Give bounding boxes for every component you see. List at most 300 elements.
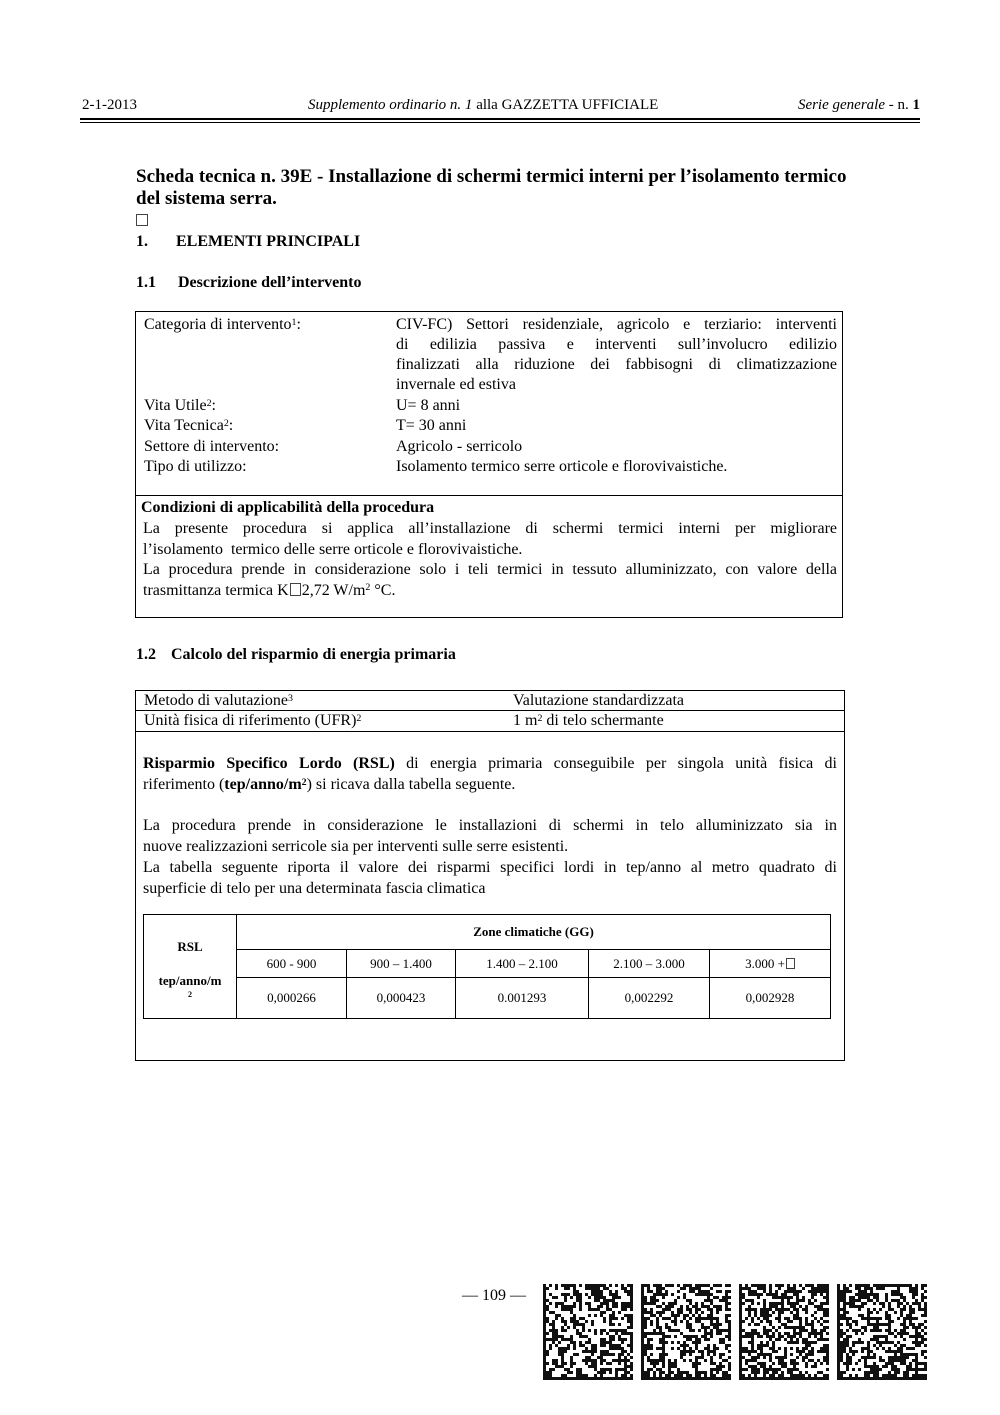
barcode-module xyxy=(820,1347,823,1350)
barcode-module xyxy=(716,1329,719,1332)
barcode-module xyxy=(754,1368,757,1371)
barcode-module xyxy=(588,1302,591,1305)
barcode-module xyxy=(840,1347,843,1350)
barcode-module xyxy=(659,1290,662,1293)
barcode-module xyxy=(912,1323,915,1326)
barcode-module xyxy=(710,1371,713,1374)
barcode-module xyxy=(630,1377,633,1380)
barcode-module xyxy=(650,1347,653,1350)
barcode-module xyxy=(722,1329,725,1332)
barcode-module xyxy=(739,1359,742,1362)
barcode-module xyxy=(837,1293,840,1296)
barcode-module xyxy=(600,1290,603,1293)
barcode-module xyxy=(873,1368,876,1371)
barcode-module xyxy=(627,1290,630,1293)
section-heading-1 xyxy=(136,233,360,251)
barcode-module xyxy=(885,1350,888,1353)
barcode-module xyxy=(808,1344,811,1347)
barcode-module xyxy=(576,1320,579,1323)
barcode-module xyxy=(790,1341,793,1344)
barcode-module xyxy=(600,1329,603,1332)
table-row xyxy=(144,915,831,950)
barcode-module xyxy=(701,1311,704,1314)
barcode-module xyxy=(543,1290,546,1293)
barcode-module xyxy=(775,1305,778,1308)
barcode-module xyxy=(659,1356,662,1359)
barcode-module xyxy=(546,1350,549,1353)
barcode-module xyxy=(891,1320,894,1323)
barcode-module xyxy=(573,1284,576,1287)
barcode-module xyxy=(671,1293,674,1296)
barcode-module xyxy=(615,1284,618,1287)
barcode-module xyxy=(546,1362,549,1365)
barcode-module xyxy=(624,1314,627,1317)
barcode-module xyxy=(876,1377,879,1380)
barcode-module xyxy=(618,1329,621,1332)
barcode-module xyxy=(748,1353,751,1356)
barcode-module xyxy=(763,1302,766,1305)
barcode-module xyxy=(713,1347,716,1350)
barcode-module xyxy=(603,1350,606,1353)
barcode-module xyxy=(894,1284,897,1287)
barcode-module xyxy=(861,1341,864,1344)
barcode-module xyxy=(823,1314,826,1317)
table-row xyxy=(144,950,831,978)
barcode-module xyxy=(906,1332,909,1335)
barcode-module xyxy=(840,1359,843,1362)
barcode-module xyxy=(686,1308,689,1311)
barcode-module xyxy=(796,1299,799,1302)
barcode-module xyxy=(573,1362,576,1365)
barcode-module xyxy=(653,1377,656,1380)
barcode-module xyxy=(781,1305,784,1308)
barcode-module xyxy=(894,1359,897,1362)
barcode-module xyxy=(600,1338,603,1341)
barcode-module xyxy=(817,1308,820,1311)
barcode-module xyxy=(612,1311,615,1314)
barcode-module xyxy=(680,1344,683,1347)
barcode-module xyxy=(790,1362,793,1365)
barcode-module xyxy=(778,1326,781,1329)
barcode-module xyxy=(826,1344,829,1347)
barcode-module xyxy=(579,1341,582,1344)
barcode-module xyxy=(630,1347,633,1350)
barcode-module xyxy=(858,1314,861,1317)
barcode-module xyxy=(751,1317,754,1320)
barcode-module xyxy=(725,1377,728,1380)
barcode-module xyxy=(906,1377,909,1380)
barcode-module xyxy=(909,1287,912,1290)
barcode-module xyxy=(742,1377,745,1380)
barcode-module xyxy=(609,1284,612,1287)
barcode-module xyxy=(546,1317,549,1320)
barcode-module xyxy=(924,1320,927,1323)
barcode-module xyxy=(627,1377,630,1380)
barcode-module xyxy=(552,1368,555,1371)
barcode-module xyxy=(650,1344,653,1347)
barcode-module xyxy=(710,1368,713,1371)
barcode-module xyxy=(900,1308,903,1311)
barcode-module xyxy=(674,1362,677,1365)
barcode-module xyxy=(912,1317,915,1320)
barcode-module xyxy=(909,1311,912,1314)
table-row xyxy=(144,978,831,1019)
barcode-module xyxy=(921,1296,924,1299)
barcode-module xyxy=(921,1341,924,1344)
barcode-module xyxy=(757,1371,760,1374)
barcode-module xyxy=(686,1374,689,1377)
barcode-module xyxy=(543,1299,546,1302)
barcode-module xyxy=(674,1374,677,1377)
barcode-module xyxy=(615,1368,618,1371)
barcode-module xyxy=(603,1338,606,1341)
barcode-module xyxy=(861,1332,864,1335)
barcode-module xyxy=(903,1374,906,1377)
barcode-module xyxy=(849,1356,852,1359)
barcode-module xyxy=(793,1314,796,1317)
barcode-module xyxy=(918,1335,921,1338)
barcode-module xyxy=(686,1350,689,1353)
barcode-module xyxy=(692,1365,695,1368)
barcode-module xyxy=(689,1329,692,1332)
barcode-module xyxy=(876,1371,879,1374)
barcode-module xyxy=(630,1338,633,1341)
barcode-module xyxy=(885,1311,888,1314)
barcode-module xyxy=(644,1302,647,1305)
barcode-module xyxy=(817,1287,820,1290)
barcode-module xyxy=(876,1293,879,1296)
barcode-module xyxy=(612,1323,615,1326)
barcode-module xyxy=(843,1308,846,1311)
barcode-module xyxy=(725,1374,728,1377)
barcode-module xyxy=(793,1305,796,1308)
barcode-module xyxy=(802,1359,805,1362)
barcode-module xyxy=(793,1284,796,1287)
barcode-module xyxy=(606,1299,609,1302)
document-title: Scheda tecnica n. 39E - Installazione di schermi termici interni per l’isolamento termico del sistema serra. xyxy=(136,166,847,209)
barcode-module xyxy=(570,1284,573,1287)
barcode-module xyxy=(778,1368,781,1371)
barcode-module xyxy=(665,1317,668,1320)
barcode-module xyxy=(894,1365,897,1368)
barcode-module xyxy=(885,1338,888,1341)
barcode-module xyxy=(719,1356,722,1359)
barcode-module xyxy=(647,1356,650,1359)
barcode-module xyxy=(852,1329,855,1332)
barcode-module xyxy=(858,1368,861,1371)
table-cell-text: 3.000 + xyxy=(745,955,785,971)
barcode-module xyxy=(787,1302,790,1305)
barcode-module xyxy=(719,1305,722,1308)
barcode-module xyxy=(790,1311,793,1314)
barcode-module xyxy=(647,1284,650,1287)
barcode-module xyxy=(665,1308,668,1311)
barcode-module xyxy=(852,1320,855,1323)
barcode-module xyxy=(793,1377,796,1380)
barcode-module xyxy=(549,1344,552,1347)
barcode-module xyxy=(772,1350,775,1353)
barcode-module xyxy=(823,1338,826,1341)
barcode-module xyxy=(606,1305,609,1308)
barcode-module xyxy=(641,1350,644,1353)
barcode-module xyxy=(618,1377,621,1380)
barcode-module xyxy=(858,1308,861,1311)
barcode-module xyxy=(624,1374,627,1377)
barcode-module xyxy=(745,1299,748,1302)
barcode-module xyxy=(778,1314,781,1317)
barcode-module xyxy=(609,1353,612,1356)
barcode-module xyxy=(867,1296,870,1299)
barcode-module xyxy=(787,1290,790,1293)
barcode-module xyxy=(704,1290,707,1293)
barcode-module xyxy=(662,1350,665,1353)
barcode-module xyxy=(546,1374,549,1377)
barcode-module xyxy=(912,1308,915,1311)
barcode-module xyxy=(814,1362,817,1365)
barcode-module xyxy=(879,1323,882,1326)
barcode-module xyxy=(585,1335,588,1338)
barcode-module xyxy=(567,1308,570,1311)
barcode-module xyxy=(561,1293,564,1296)
barcode-module xyxy=(903,1299,906,1302)
barcode-module xyxy=(766,1353,769,1356)
barcode-module xyxy=(796,1341,799,1344)
barcode-module xyxy=(787,1341,790,1344)
barcode-module xyxy=(867,1377,870,1380)
barcode-module xyxy=(900,1311,903,1314)
barcode-module xyxy=(621,1329,624,1332)
barcode-module xyxy=(912,1296,915,1299)
barcode-module xyxy=(763,1371,766,1374)
barcode-module xyxy=(692,1290,695,1293)
barcode-module xyxy=(609,1335,612,1338)
barcode-module xyxy=(641,1317,644,1320)
barcode-module xyxy=(618,1338,621,1341)
barcode-module xyxy=(659,1338,662,1341)
barcode-module xyxy=(695,1317,698,1320)
barcode-module xyxy=(728,1377,731,1380)
barcode-module xyxy=(799,1335,802,1338)
barcode-module xyxy=(597,1296,600,1299)
barcode-module xyxy=(704,1359,707,1362)
barcode-module xyxy=(840,1353,843,1356)
barcode-module xyxy=(855,1299,858,1302)
barcode-module xyxy=(772,1347,775,1350)
barcode-module xyxy=(915,1356,918,1359)
barcode-module xyxy=(811,1377,814,1380)
barcode-module xyxy=(594,1365,597,1368)
barcode-module xyxy=(900,1329,903,1332)
barcode-module xyxy=(716,1317,719,1320)
rsl-line xyxy=(143,774,837,795)
barcode-module xyxy=(757,1353,760,1356)
barcode-module xyxy=(725,1290,728,1293)
barcode-module xyxy=(826,1368,829,1371)
barcode-module xyxy=(686,1314,689,1317)
barcode-module xyxy=(564,1368,567,1371)
barcode-module xyxy=(897,1359,900,1362)
barcode-module xyxy=(837,1287,840,1290)
barcode-module xyxy=(918,1377,921,1380)
barcode-module xyxy=(695,1341,698,1344)
barcode-module xyxy=(805,1284,808,1287)
barcode-module xyxy=(567,1284,570,1287)
barcode-module xyxy=(837,1284,840,1287)
barcode-module xyxy=(656,1290,659,1293)
barcode-module xyxy=(555,1344,558,1347)
barcode-module xyxy=(861,1347,864,1350)
barcode-module xyxy=(543,1293,546,1296)
barcode-module xyxy=(903,1323,906,1326)
barcode-module xyxy=(778,1302,781,1305)
barcode-module xyxy=(543,1338,546,1341)
barcode-module xyxy=(659,1326,662,1329)
barcode-module xyxy=(665,1284,668,1287)
rsl-row-label xyxy=(144,915,237,1019)
barcode-module xyxy=(543,1332,546,1335)
barcode-module xyxy=(805,1311,808,1314)
barcode-module xyxy=(644,1320,647,1323)
barcode-module xyxy=(757,1317,760,1320)
barcode-module xyxy=(840,1356,843,1359)
barcode-module xyxy=(641,1290,644,1293)
subsection-label: Descrizione dell’intervento xyxy=(178,274,362,291)
barcode-module xyxy=(858,1377,861,1380)
barcode-module xyxy=(820,1377,823,1380)
barcode-module xyxy=(683,1347,686,1350)
barcode-module xyxy=(760,1335,763,1338)
barcode-module xyxy=(912,1374,915,1377)
barcode-module xyxy=(915,1290,918,1293)
barcode-module xyxy=(766,1335,769,1338)
barcode-module xyxy=(647,1332,650,1335)
table-cell: 0,000423 xyxy=(347,978,456,1019)
barcode-module xyxy=(870,1338,873,1341)
barcode-module xyxy=(650,1323,653,1326)
barcode-module xyxy=(924,1308,927,1311)
barcode-module xyxy=(909,1290,912,1293)
barcode-module xyxy=(585,1287,588,1290)
barcode-module xyxy=(552,1341,555,1344)
barcode-module xyxy=(826,1350,829,1353)
barcode-module xyxy=(799,1305,802,1308)
barcode-module xyxy=(704,1347,707,1350)
barcode-module xyxy=(588,1329,591,1332)
barcode-module xyxy=(606,1362,609,1365)
barcode-module xyxy=(689,1347,692,1350)
barcode-module xyxy=(600,1293,603,1296)
barcode-module xyxy=(650,1311,653,1314)
barcode-module xyxy=(600,1353,603,1356)
barcode-module xyxy=(772,1374,775,1377)
barcode-module xyxy=(826,1287,829,1290)
barcode-module xyxy=(552,1377,555,1380)
barcode-module xyxy=(814,1299,817,1302)
barcode-module xyxy=(817,1305,820,1308)
barcode-module xyxy=(823,1284,826,1287)
barcode-module xyxy=(591,1377,594,1380)
barcode-module xyxy=(897,1371,900,1374)
barcode-module xyxy=(799,1317,802,1320)
barcode-module xyxy=(814,1365,817,1368)
label-tipo: Tipo di utilizzo: xyxy=(144,458,247,475)
barcode-module xyxy=(805,1329,808,1332)
barcode-module xyxy=(796,1296,799,1299)
barcode-module xyxy=(843,1377,846,1380)
barcode-module xyxy=(840,1329,843,1332)
barcode-module xyxy=(668,1365,671,1368)
conditions-text xyxy=(143,519,837,601)
barcode-module xyxy=(543,1296,546,1299)
barcode-module xyxy=(787,1335,790,1338)
barcode-module xyxy=(781,1371,784,1374)
barcode-module xyxy=(561,1284,564,1287)
barcode-module xyxy=(739,1329,742,1332)
barcode-module xyxy=(790,1287,793,1290)
barcode-module xyxy=(766,1371,769,1374)
barcode-module xyxy=(858,1329,861,1332)
barcode-module xyxy=(915,1362,918,1365)
barcode-module xyxy=(763,1317,766,1320)
barcode-module xyxy=(864,1362,867,1365)
barcode-module xyxy=(600,1332,603,1335)
barcode-module xyxy=(817,1350,820,1353)
barcode-module xyxy=(885,1314,888,1317)
barcode-module xyxy=(573,1347,576,1350)
barcode-module xyxy=(612,1317,615,1320)
barcode-module xyxy=(624,1287,627,1290)
barcode-module xyxy=(570,1305,573,1308)
barcode-module xyxy=(653,1329,656,1332)
barcode-module xyxy=(680,1308,683,1311)
barcode-module xyxy=(903,1329,906,1332)
barcode-module xyxy=(725,1329,728,1332)
barcode-module xyxy=(820,1350,823,1353)
barcode-module xyxy=(698,1362,701,1365)
barcode-module xyxy=(846,1344,849,1347)
barcode-module xyxy=(686,1320,689,1323)
barcode-module xyxy=(742,1329,745,1332)
categoria-line: invernale ed estiva xyxy=(396,376,516,393)
barcode-module xyxy=(754,1284,757,1287)
barcode-module xyxy=(820,1371,823,1374)
barcode-module xyxy=(698,1329,701,1332)
missing-glyph-icon xyxy=(136,214,148,226)
barcode-module xyxy=(668,1374,671,1377)
barcode-module xyxy=(552,1332,555,1335)
barcode-module xyxy=(778,1308,781,1311)
label-metodo xyxy=(144,692,293,710)
barcode-module xyxy=(710,1332,713,1335)
barcode-module xyxy=(570,1308,573,1311)
barcode-module xyxy=(695,1347,698,1350)
barcode-module xyxy=(656,1359,659,1362)
barcode-module xyxy=(751,1320,754,1323)
barcode-module xyxy=(888,1356,891,1359)
barcode-module xyxy=(683,1287,686,1290)
barcode-module xyxy=(817,1338,820,1341)
rsl-paragraph xyxy=(143,753,837,795)
barcode-module xyxy=(710,1314,713,1317)
barcode-module xyxy=(852,1353,855,1356)
barcode-module xyxy=(650,1314,653,1317)
barcode-module xyxy=(609,1371,612,1374)
barcode-module xyxy=(900,1356,903,1359)
barcode-module xyxy=(778,1356,781,1359)
page-number: — 109 — xyxy=(462,1287,526,1304)
barcode-module xyxy=(701,1377,704,1380)
conditions-k-unit: °C. xyxy=(370,581,396,599)
